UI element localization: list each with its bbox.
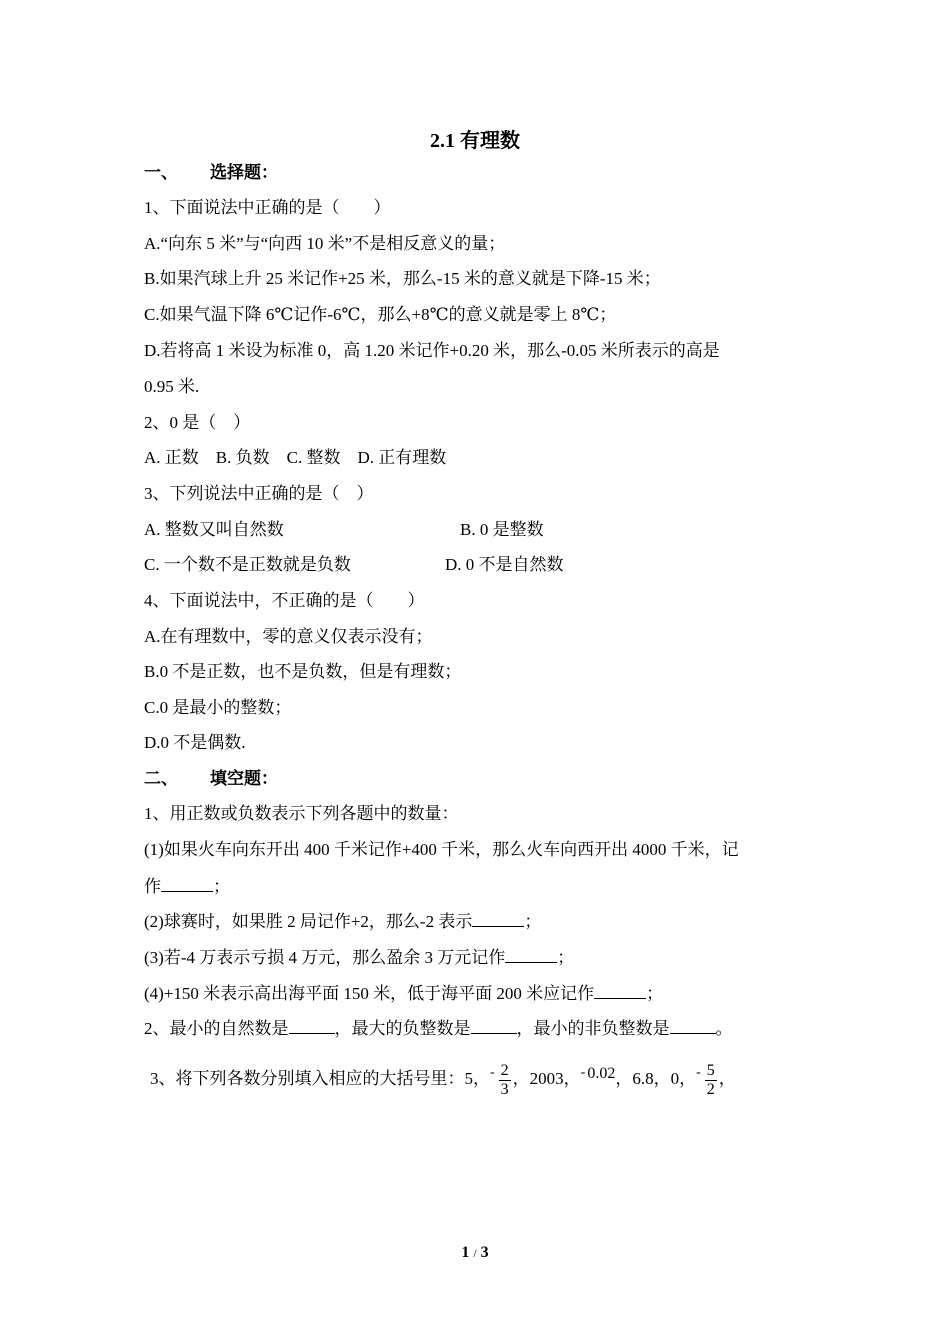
question-4-option-a: A.在有理数中，零的意义仅表示没有； bbox=[144, 627, 433, 646]
answer-blank[interactable] bbox=[161, 875, 213, 892]
page-number bbox=[0, 1244, 950, 1262]
text: ，最小的非负整数是 bbox=[516, 1019, 670, 1038]
question-1-option-a: A.“向东 5 米”与“向西 10 米”不是相反意义的量； bbox=[144, 234, 506, 253]
text: 作 bbox=[144, 877, 161, 896]
question-4-option-b: B.0 不是正数，也不是负数，但是有理数； bbox=[144, 662, 462, 681]
question-4-option-d: D.0 不是偶数. bbox=[144, 733, 246, 752]
text: ，6.8，0， bbox=[615, 1069, 697, 1088]
question-1-option-c: C.如果气温下降 6℃记作-6℃，那么+8℃的意义就是零上 8℃； bbox=[144, 305, 617, 324]
text: 3、将下列各数分别填入相应的大括号里：5， bbox=[150, 1069, 490, 1088]
denominator: 2 bbox=[706, 1080, 715, 1098]
numerator: 5 bbox=[706, 1061, 715, 1079]
fill-1-stem: 1、用正数或负数表示下列各题中的数量： bbox=[144, 804, 459, 823]
text: 2、最小的自然数是 bbox=[144, 1019, 289, 1038]
question-3-option-d: D. 0 不是自然数 bbox=[445, 555, 564, 574]
answer-blank[interactable] bbox=[505, 946, 557, 963]
question-4-stem: 4、下面说法中，不正确的是（ ） bbox=[144, 591, 425, 610]
question-3-option-a: A. 整数又叫自然数 bbox=[144, 520, 284, 539]
answer-blank[interactable] bbox=[670, 1017, 716, 1034]
fraction-five-halves bbox=[705, 1062, 717, 1099]
page-separator: / bbox=[473, 1246, 477, 1260]
question-1-option-d-line1: D.若将高 1 米设为标准 0，高 1.20 米记作+0.20 米，那么-0.05 米所表示的高是 bbox=[144, 341, 720, 360]
text: ，2003， bbox=[512, 1069, 581, 1088]
fill-3 bbox=[150, 1054, 736, 1099]
text: (3)若-4 万表示亏损 4 万元，那么盈余 3 万元记作 bbox=[144, 948, 506, 967]
total-pages: 3 bbox=[480, 1244, 489, 1261]
question-1-stem: 1、下面说法中正确的是（ ） bbox=[144, 198, 391, 217]
numerator: 2 bbox=[500, 1061, 509, 1079]
fill-1-part-3 bbox=[144, 946, 574, 969]
fill-1-part-4 bbox=[144, 982, 663, 1005]
question-3-option-b: B. 0 是整数 bbox=[460, 520, 544, 539]
text: ，最大的负整数是 bbox=[334, 1019, 471, 1038]
page-title: 2.1 有理数 bbox=[430, 130, 520, 152]
negative-sign: - bbox=[580, 1065, 586, 1080]
question-3-option-c: C. 一个数不是正数就是负数 bbox=[144, 555, 351, 574]
question-2-options: A. 正数 B. 负数 C. 整数 D. 正有理数 bbox=[144, 448, 447, 467]
fill-2 bbox=[144, 1017, 733, 1040]
question-3-stem: 3、下列说法中正确的是（ ） bbox=[144, 484, 374, 503]
text: ； bbox=[557, 948, 575, 967]
answer-blank[interactable] bbox=[471, 1017, 517, 1034]
question-1-option-b: B.如果汽球上升 25 米记作+25 米，那么-15 米的意义就是下降-15 米； bbox=[144, 269, 661, 288]
fill-1-part-2 bbox=[144, 910, 541, 933]
question-1-option-d-line2: 0.95 米. bbox=[144, 377, 200, 396]
negative-decimal: 0.02 bbox=[587, 1065, 616, 1082]
section-label: 填空题： bbox=[210, 769, 278, 788]
question-4-option-c: C.0 是最小的整数； bbox=[144, 698, 292, 717]
section-choice-heading bbox=[144, 162, 278, 184]
text: (2)球赛时，如果胜 2 局记作+2，那么-2 表示 bbox=[144, 912, 473, 931]
text: ； bbox=[524, 912, 542, 931]
fill-1-part-1-line2 bbox=[144, 875, 230, 898]
section-number: 一、 bbox=[144, 163, 178, 182]
text: (4)+150 米表示高出海平面 150 米，低于海平面 200 米应记作 bbox=[144, 984, 595, 1003]
fraction-sign: - bbox=[696, 1065, 701, 1080]
fraction-sign: - bbox=[490, 1065, 495, 1080]
section-number: 二、 bbox=[144, 769, 178, 788]
section-label: 选择题： bbox=[210, 163, 278, 182]
fill-1-part-1-line1: (1)如果火车向东开出 400 千米记作+400 千米，那么火车向西开出 4000 千米，记 bbox=[144, 840, 739, 859]
text: ， bbox=[718, 1069, 736, 1088]
current-page: 1 bbox=[461, 1244, 470, 1261]
text: ； bbox=[646, 984, 664, 1003]
section-fill-heading bbox=[144, 768, 278, 790]
fraction-two-thirds bbox=[499, 1062, 511, 1099]
answer-blank[interactable] bbox=[472, 910, 524, 927]
answer-blank[interactable] bbox=[289, 1017, 335, 1034]
text: ； bbox=[213, 877, 230, 896]
text: 。 bbox=[715, 1019, 733, 1038]
answer-blank[interactable] bbox=[594, 982, 646, 999]
denominator: 3 bbox=[500, 1080, 509, 1098]
question-2-stem: 2、0 是（ ） bbox=[144, 413, 251, 432]
